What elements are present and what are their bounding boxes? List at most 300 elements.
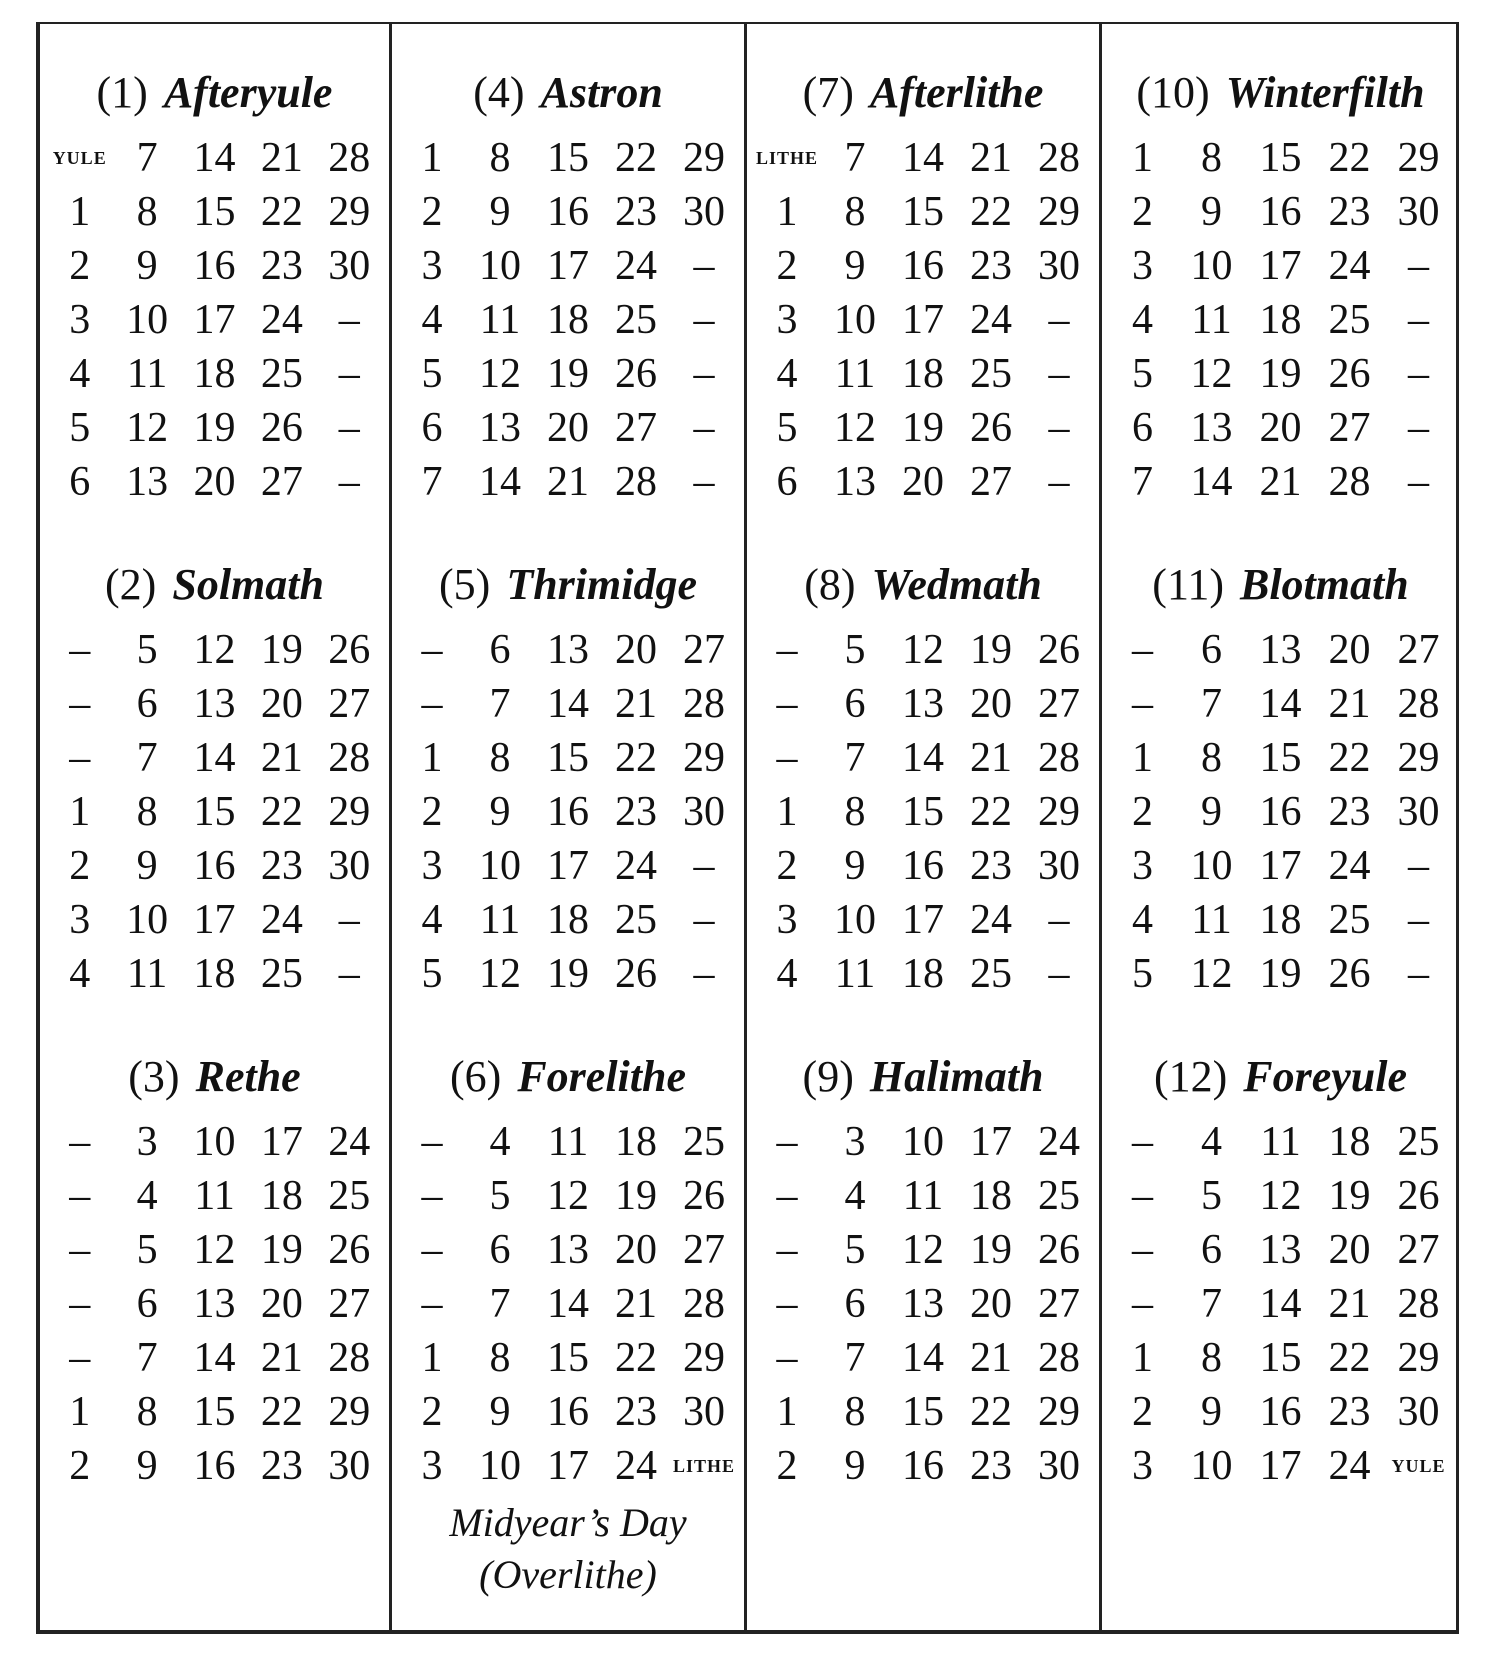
day-cell: 15 [547, 1335, 589, 1381]
day-cell: 15 [547, 135, 589, 181]
day-cell: 26 [328, 627, 371, 673]
day-row [398, 947, 738, 1001]
day-cell: YULE [1391, 1456, 1446, 1476]
day-cell: 27 [1328, 405, 1371, 451]
day-cell: – [776, 735, 798, 781]
day-cell: 6 [1132, 405, 1153, 451]
day-cell: 25 [1328, 297, 1371, 343]
day-cell: 12 [547, 1173, 589, 1219]
day-cell: 27 [683, 1227, 725, 1273]
day-cell: 18 [547, 297, 589, 343]
day-cell: 27 [1397, 1227, 1440, 1273]
day-cell: 2 [776, 1443, 798, 1489]
day-cell: 2 [421, 189, 443, 235]
day-cell: 7 [844, 735, 866, 781]
month-name: Forelithe [517, 1052, 686, 1101]
day-cell: 16 [1259, 1389, 1302, 1435]
day-cell: 19 [260, 627, 303, 673]
day-cell: 30 [1038, 243, 1080, 289]
day-cell: 22 [1328, 135, 1371, 181]
day-cell: 7 [489, 1281, 511, 1327]
day-cell: 18 [193, 351, 236, 397]
month-title [753, 1008, 1093, 1115]
day-cell: 24 [970, 897, 1012, 943]
day-cell: 28 [1038, 735, 1080, 781]
day-cell: 15 [902, 789, 944, 835]
day-cell: 5 [776, 405, 798, 451]
day-cell: 6 [69, 459, 91, 505]
day-cell: 9 [1201, 189, 1222, 235]
day-cell: 10 [126, 297, 169, 343]
day-cell: 21 [547, 459, 589, 505]
calendar-column-4 [1102, 24, 1459, 1630]
day-cell: – [69, 627, 91, 673]
midyears-day-note [398, 1497, 738, 1601]
day-cell: – [1132, 1119, 1153, 1165]
day-cell: 12 [1190, 951, 1233, 997]
day-cell: 22 [1328, 1335, 1371, 1381]
day-row [1108, 677, 1453, 731]
day-cell: 9 [489, 789, 511, 835]
day-row [1108, 1115, 1453, 1169]
day-cell: 27 [1038, 1281, 1080, 1327]
day-cell: 1 [1132, 135, 1153, 181]
month-title [1108, 24, 1453, 131]
day-cell: – [338, 459, 360, 505]
day-cell: 8 [489, 135, 511, 181]
calendar-column-2 [392, 24, 747, 1630]
day-cell: 8 [1201, 135, 1222, 181]
day-cell: 27 [260, 459, 303, 505]
day-cell: 8 [136, 789, 158, 835]
month-number: (11) [1152, 560, 1224, 609]
day-cell: – [1048, 459, 1070, 505]
day-row [753, 347, 1093, 401]
day-cell: 20 [1259, 405, 1302, 451]
day-cell: 3 [69, 897, 91, 943]
month-number: (4) [473, 68, 525, 117]
day-cell: 29 [683, 135, 725, 181]
day-cell: 12 [834, 405, 876, 451]
day-grid [46, 131, 383, 509]
day-cell: 27 [615, 405, 657, 451]
month-block [753, 516, 1093, 1008]
day-row [1108, 1169, 1453, 1223]
day-cell: 14 [1259, 681, 1302, 727]
month-block [1108, 1008, 1453, 1500]
day-cell: 24 [1328, 843, 1371, 889]
day-cell: 1 [1132, 1335, 1153, 1381]
day-cell: 14 [547, 681, 589, 727]
day-cell: 14 [1259, 1281, 1302, 1327]
day-cell: 2 [421, 1389, 443, 1435]
day-cell: 11 [1191, 297, 1232, 343]
day-cell: 1 [69, 1389, 91, 1435]
day-cell: 23 [260, 1443, 303, 1489]
day-cell: 5 [1132, 351, 1153, 397]
day-cell: 2 [1132, 189, 1153, 235]
day-cell: 14 [547, 1281, 589, 1327]
month-name: Foreyule [1243, 1052, 1408, 1101]
day-cell: 28 [328, 735, 371, 781]
day-cell: 10 [1190, 1443, 1233, 1489]
day-row [753, 401, 1093, 455]
day-cell: 25 [970, 351, 1012, 397]
day-cell: 5 [844, 627, 866, 673]
day-cell: – [1408, 297, 1429, 343]
day-cell: 24 [1328, 243, 1371, 289]
day-row [1108, 1439, 1453, 1493]
day-cell: 23 [970, 243, 1012, 289]
day-cell: 29 [683, 1335, 725, 1381]
day-row [753, 293, 1093, 347]
day-cell: – [421, 1173, 443, 1219]
day-cell: 29 [328, 189, 371, 235]
day-cell: 4 [1132, 297, 1153, 343]
month-block [398, 1008, 738, 1493]
day-cell: 20 [970, 1281, 1012, 1327]
day-cell: 4 [69, 951, 91, 997]
day-cell: 11 [1260, 1119, 1301, 1165]
day-cell: – [776, 1227, 798, 1273]
day-cell: 8 [844, 1389, 866, 1435]
month-name: Halimath [869, 1052, 1044, 1101]
day-cell: 20 [615, 627, 657, 673]
day-cell: 13 [1259, 1227, 1302, 1273]
day-cell: 22 [615, 735, 657, 781]
day-row [1108, 839, 1453, 893]
day-cell: 28 [1038, 135, 1080, 181]
day-cell: 1 [776, 189, 798, 235]
month-block [398, 24, 738, 516]
day-row [398, 455, 738, 509]
day-cell: 12 [193, 627, 236, 673]
day-row [753, 455, 1093, 509]
day-cell: 4 [136, 1173, 158, 1219]
day-cell: 21 [260, 1335, 303, 1381]
month-name: Afteryule [163, 68, 333, 117]
month-number: (7) [802, 68, 854, 117]
day-cell: 23 [615, 189, 657, 235]
day-row [753, 185, 1093, 239]
day-cell: 7 [136, 735, 158, 781]
day-row [753, 1385, 1093, 1439]
day-cell: – [776, 1335, 798, 1381]
month-title [1108, 1008, 1453, 1115]
day-cell: 10 [479, 1443, 521, 1489]
month-number: (2) [105, 560, 157, 609]
day-cell: 7 [136, 1335, 158, 1381]
month-name: Wedmath [871, 560, 1042, 609]
day-cell: 6 [421, 405, 443, 451]
month-title [46, 516, 383, 623]
day-cell: 22 [260, 1389, 303, 1435]
day-cell: 2 [1132, 789, 1153, 835]
day-cell: 23 [1328, 789, 1371, 835]
day-cell: 24 [260, 897, 303, 943]
day-row [398, 1277, 738, 1331]
day-cell: 30 [1038, 1443, 1080, 1489]
day-cell: 16 [1259, 789, 1302, 835]
day-cell: 24 [260, 297, 303, 343]
day-cell: 19 [260, 1227, 303, 1273]
day-row [1108, 185, 1453, 239]
day-cell: 26 [615, 351, 657, 397]
day-row [398, 185, 738, 239]
day-cell: – [1132, 1227, 1153, 1273]
day-cell: – [338, 951, 360, 997]
day-cell: 10 [1190, 243, 1233, 289]
day-cell: 10 [193, 1119, 236, 1165]
day-cell: 11 [834, 951, 876, 997]
day-cell: – [776, 627, 798, 673]
day-cell: 3 [421, 243, 443, 289]
day-cell: 30 [683, 789, 725, 835]
month-number: (1) [96, 68, 148, 117]
day-grid [1108, 1115, 1453, 1493]
day-grid [398, 1115, 738, 1493]
day-cell: 22 [260, 189, 303, 235]
day-cell: 14 [193, 735, 236, 781]
day-cell: 12 [902, 1227, 944, 1273]
day-row [46, 731, 383, 785]
day-cell: 23 [1328, 1389, 1371, 1435]
day-cell: – [69, 1335, 91, 1381]
day-row [753, 1115, 1093, 1169]
day-cell: 20 [615, 1227, 657, 1273]
day-cell: 10 [126, 897, 169, 943]
day-cell: 15 [1259, 735, 1302, 781]
day-cell: 19 [547, 951, 589, 997]
day-row [46, 623, 383, 677]
day-row [398, 1331, 738, 1385]
day-row [1108, 347, 1453, 401]
day-cell: 27 [1038, 681, 1080, 727]
day-cell: 16 [193, 843, 236, 889]
month-number: (10) [1136, 68, 1210, 117]
day-cell: 26 [615, 951, 657, 997]
day-cell: 20 [260, 681, 303, 727]
day-cell: 14 [1190, 459, 1233, 505]
day-cell: 15 [547, 735, 589, 781]
day-cell: 9 [136, 1443, 158, 1489]
month-title [46, 24, 383, 131]
day-cell: 30 [1397, 789, 1440, 835]
day-row [398, 239, 738, 293]
day-cell: 17 [1259, 243, 1302, 289]
day-cell: 2 [69, 1443, 91, 1489]
day-cell: – [1132, 1281, 1153, 1327]
day-cell: – [1132, 1173, 1153, 1219]
day-cell: 26 [970, 405, 1012, 451]
day-cell: 26 [1397, 1173, 1440, 1219]
month-title [398, 24, 738, 131]
day-cell: 23 [260, 843, 303, 889]
day-cell: 7 [489, 681, 511, 727]
day-cell: 2 [69, 843, 91, 889]
day-cell: – [693, 351, 715, 397]
day-cell: 6 [136, 681, 158, 727]
month-number: (3) [128, 1052, 180, 1101]
day-cell: 30 [683, 189, 725, 235]
day-cell: 8 [1201, 1335, 1222, 1381]
day-cell: 4 [421, 297, 443, 343]
month-number: (8) [804, 560, 856, 609]
day-row [398, 131, 738, 185]
day-cell: 28 [1397, 1281, 1440, 1327]
day-cell: 9 [1201, 789, 1222, 835]
day-cell: LITHE [755, 148, 819, 168]
day-cell: 5 [1132, 951, 1153, 997]
day-cell: 24 [615, 1443, 657, 1489]
day-cell: 26 [683, 1173, 725, 1219]
day-grid [398, 623, 738, 1001]
day-cell: 17 [970, 1119, 1012, 1165]
day-cell: – [1408, 843, 1429, 889]
day-cell: 29 [328, 1389, 371, 1435]
calendar-frame [36, 22, 1459, 1634]
day-cell: 9 [844, 1443, 866, 1489]
day-cell: 11 [126, 951, 168, 997]
day-cell: 14 [193, 135, 236, 181]
day-cell: 18 [193, 951, 236, 997]
day-cell: 3 [136, 1119, 158, 1165]
day-cell: 13 [834, 459, 876, 505]
midyears-day-label: Midyear’s Day [449, 1500, 687, 1545]
day-cell: 9 [136, 843, 158, 889]
day-cell: 28 [328, 1335, 371, 1381]
day-row [398, 839, 738, 893]
day-cell: 20 [260, 1281, 303, 1327]
day-row [753, 731, 1093, 785]
day-cell: 19 [193, 405, 236, 451]
month-name: Blotmath [1239, 560, 1409, 609]
day-cell: 12 [1190, 351, 1233, 397]
day-cell: 20 [193, 459, 236, 505]
day-cell: 28 [328, 135, 371, 181]
day-row [1108, 401, 1453, 455]
month-title [46, 1008, 383, 1115]
day-grid [1108, 623, 1453, 1001]
day-cell: 23 [970, 1443, 1012, 1489]
day-cell: 29 [1397, 735, 1440, 781]
day-cell: – [1408, 405, 1429, 451]
day-cell: 30 [328, 243, 371, 289]
day-cell: 2 [421, 789, 443, 835]
day-cell: 12 [479, 951, 521, 997]
overlithe-label: (Overlithe) [479, 1552, 657, 1597]
day-cell: 17 [547, 243, 589, 289]
month-name: Winterfilth [1225, 68, 1425, 117]
day-cell: 19 [1259, 351, 1302, 397]
day-cell: – [338, 351, 360, 397]
day-cell: 4 [776, 951, 798, 997]
day-cell: 22 [260, 789, 303, 835]
day-row [753, 893, 1093, 947]
day-cell: 17 [902, 297, 944, 343]
day-cell: 13 [479, 405, 521, 451]
day-cell: 18 [902, 351, 944, 397]
day-cell: – [1048, 351, 1070, 397]
day-cell: – [776, 681, 798, 727]
month-name: Rethe [195, 1052, 301, 1101]
day-cell: – [69, 1227, 91, 1273]
day-cell: 7 [844, 1335, 866, 1381]
day-cell: – [693, 951, 715, 997]
day-cell: 10 [1190, 843, 1233, 889]
day-cell: – [693, 243, 715, 289]
day-cell: 2 [69, 243, 91, 289]
day-cell: 16 [547, 1389, 589, 1435]
day-cell: 22 [1328, 735, 1371, 781]
day-row [46, 131, 383, 185]
day-cell: 11 [834, 351, 876, 397]
day-cell: 5 [136, 1227, 158, 1273]
day-cell: 8 [136, 1389, 158, 1435]
day-cell: 15 [193, 1389, 236, 1435]
day-cell: 13 [193, 681, 236, 727]
day-cell: 18 [902, 951, 944, 997]
day-cell: 1 [69, 189, 91, 235]
day-cell: 20 [547, 405, 589, 451]
day-cell: 5 [136, 627, 158, 673]
day-cell: 25 [260, 951, 303, 997]
month-title [398, 1008, 738, 1115]
day-cell: 17 [193, 297, 236, 343]
day-cell: 27 [328, 1281, 371, 1327]
day-row [46, 1385, 383, 1439]
day-row [46, 1169, 383, 1223]
day-cell: 21 [1328, 1281, 1371, 1327]
day-grid [753, 1115, 1093, 1493]
month-block [46, 1008, 383, 1500]
day-cell: – [1048, 297, 1070, 343]
day-row [46, 893, 383, 947]
day-row [753, 1223, 1093, 1277]
day-cell: 8 [844, 189, 866, 235]
day-cell: 13 [1190, 405, 1233, 451]
month-number: (5) [439, 560, 491, 609]
day-cell: 22 [970, 789, 1012, 835]
day-cell: 28 [1397, 681, 1440, 727]
day-cell: 12 [902, 627, 944, 673]
day-cell: 19 [1259, 951, 1302, 997]
day-cell: 7 [844, 135, 866, 181]
day-cell: 26 [260, 405, 303, 451]
day-cell: 25 [615, 897, 657, 943]
day-cell: 21 [970, 735, 1012, 781]
day-cell: 16 [902, 243, 944, 289]
day-cell: 18 [1328, 1119, 1371, 1165]
day-row [398, 785, 738, 839]
day-cell: 21 [1328, 681, 1371, 727]
day-cell: – [421, 1281, 443, 1327]
day-cell: 16 [1259, 189, 1302, 235]
day-cell: – [1048, 405, 1070, 451]
day-row [46, 677, 383, 731]
day-cell: 28 [683, 1281, 725, 1327]
day-cell: 13 [547, 627, 589, 673]
day-cell: 25 [1328, 897, 1371, 943]
day-cell: 7 [1201, 681, 1222, 727]
day-cell: – [421, 681, 443, 727]
day-row [1108, 785, 1453, 839]
day-row [1108, 1331, 1453, 1385]
day-cell: 15 [193, 789, 236, 835]
day-cell: 3 [776, 297, 798, 343]
day-cell: 17 [547, 1443, 589, 1489]
day-cell: 28 [615, 459, 657, 505]
